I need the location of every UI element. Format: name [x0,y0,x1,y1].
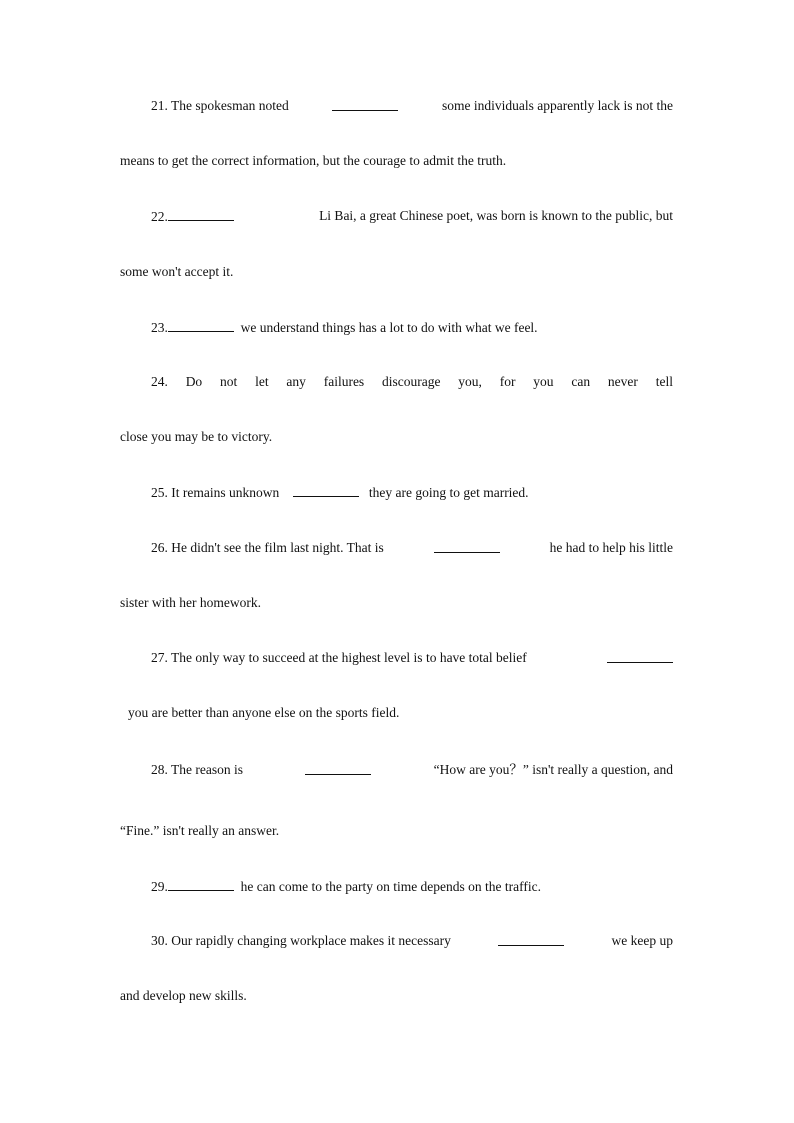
answer-blank-22[interactable] [168,207,234,221]
question-30-line-2: and develop new skills. [120,988,247,1003]
question-22-line-1 [151,207,673,226]
question-26-stem: 26. He didn't see the film last night. That is [151,540,384,555]
question-28-continuation: “How are you？” isn't really a question, and [433,762,673,777]
question-25-continuation: they are going to get married. [368,485,529,500]
question-26-continuation: he had to help his little [549,540,673,555]
word: discourage [382,374,441,389]
word: failures [323,374,365,389]
question-22-line-2: some won't accept it. [120,264,234,279]
question-24-line-2: close you may be to victory. [120,429,273,444]
question-26-line-1 [151,539,673,557]
question-21-stem: 21. The spokesman noted [151,98,289,113]
question-28-line-2: “Fine.” isn't really an answer. [120,823,280,838]
word: Do [185,374,203,389]
question-28-line-1 [151,761,673,779]
question-26-line-2: sister with her homework. [120,595,261,610]
question-21-continuation: some individuals apparently lack is not the [442,98,673,113]
answer-blank-21[interactable] [332,97,398,111]
word: tell [655,374,673,389]
word: can [571,374,591,389]
question-25-stem: It remains unknown [171,485,280,500]
word: any [286,374,306,389]
question-28-stem: 28. The reason is [151,762,243,777]
question-22-continuation: Li Bai, a great Chinese poet, was born is known to the public, but [319,208,673,223]
question-30-stem: 30. Our rapidly changing workplace makes it necessary [151,933,451,948]
answer-blank-27[interactable] [607,649,673,663]
question-24-number: 24. [151,374,168,389]
answer-blank-25[interactable] [293,483,359,497]
answer-blank-23[interactable] [168,318,234,332]
question-27-stem: 27. The only way to succeed at the highest level is to have total belief [151,650,527,665]
question-25-line-1 [151,483,673,502]
question-23-line-1 [151,318,673,337]
question-29-line-1 [151,877,673,896]
answer-blank-29[interactable] [168,877,234,891]
answer-blank-28[interactable] [305,761,371,775]
question-22-number-and-blank: 22. [151,207,234,226]
question-27-line-1 [151,649,673,667]
question-29-number: 29. [151,879,168,894]
question-24-line-1 [151,373,673,391]
question-27-line-2: you are better than anyone else on the sports field. [128,705,400,720]
question-23-continuation: we understand things has a lot to do with what we feel. [240,320,538,335]
question-29-continuation: he can come to the party on time depends on the traffic. [240,879,542,894]
question-30-line-1 [151,932,673,950]
answer-blank-26[interactable] [434,539,500,553]
question-23-number: 23. [151,320,168,335]
question-21-line-1 [151,97,673,115]
question-30-continuation: we keep up [611,933,673,948]
word: you, [458,374,482,389]
word: not [220,374,238,389]
answer-blank-30[interactable] [498,932,564,946]
question-21-line-2: means to get the correct information, but the courage to admit the truth. [120,153,507,168]
word: let [255,374,269,389]
word: for [499,374,516,389]
word: never [607,374,638,389]
word: you [533,374,554,389]
question-25-number: 25. [151,485,168,500]
